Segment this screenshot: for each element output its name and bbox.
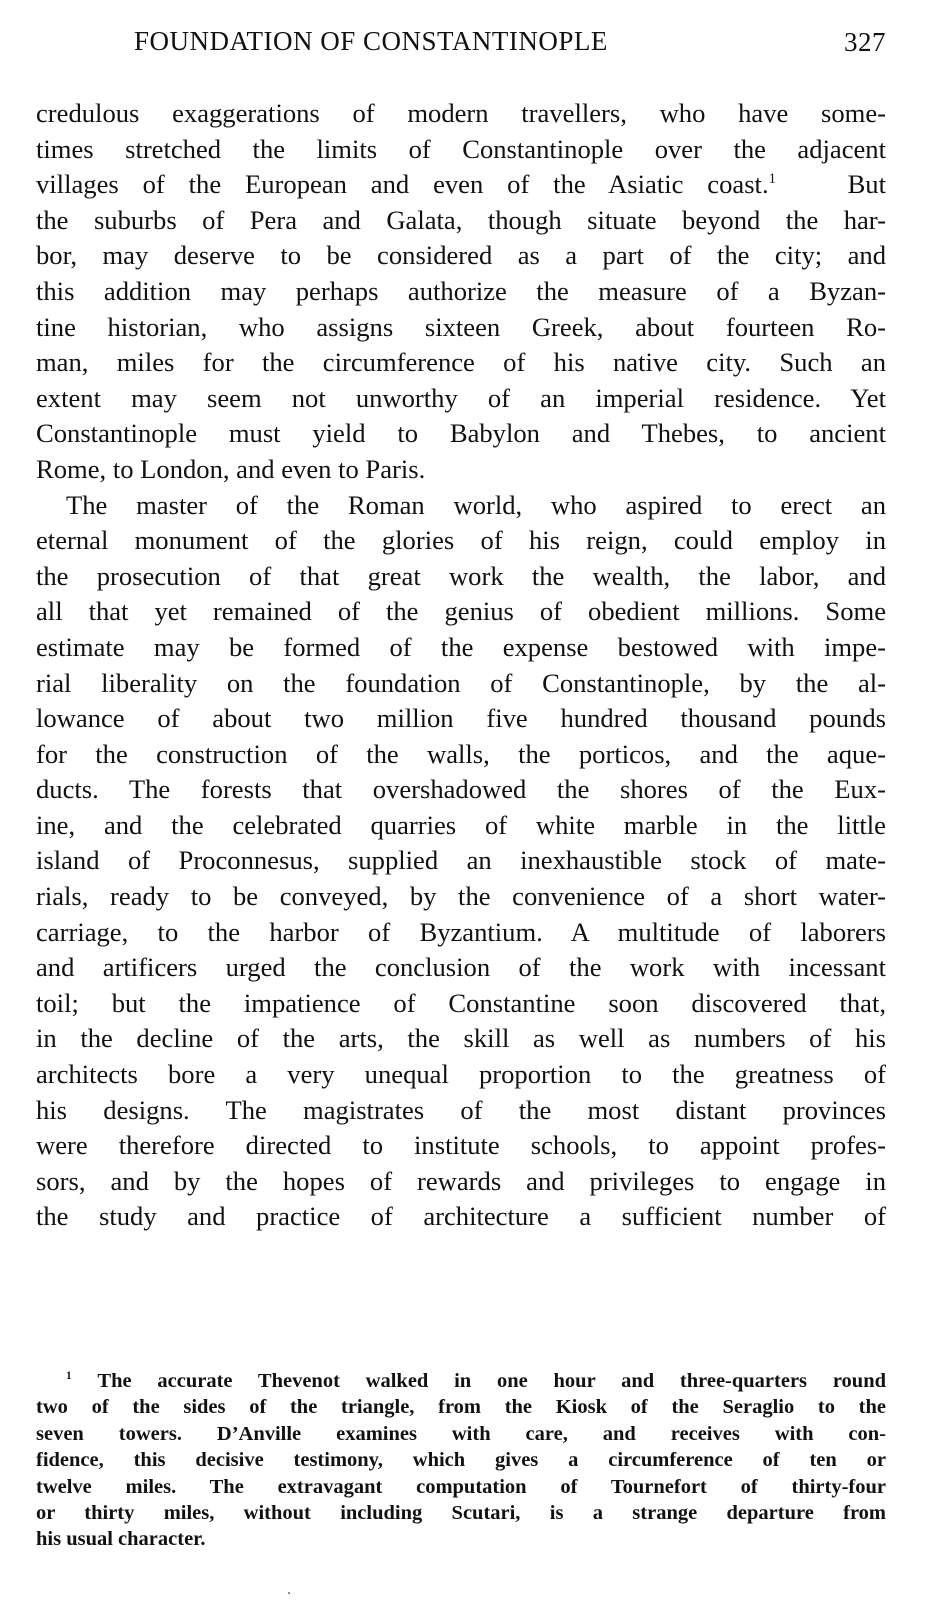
body-line: extent may seem not unworthy of an imperial residence. Yet	[36, 382, 886, 413]
body-line: credulous exaggerations of modern travellers, who have some-	[36, 98, 886, 128]
footnote-line-text: The accurate Thevenot walked in one hour and three-quarters round	[97, 1370, 886, 1392]
footnote-line: twelve miles. The extravagant computation of Tournefort of thirty-four	[36, 1475, 886, 1498]
body-line: the study and practice of architecture a sufficient number of	[36, 1201, 886, 1232]
body-line: in the decline of the arts, the skill as well as numbers of his	[36, 1023, 886, 1054]
footnote-block	[36, 1368, 886, 1553]
body-line: carriage, to the harbor of Byzantium. A multitude of laborers	[36, 916, 886, 947]
body-line: Constantinople must yield to Babylon and Thebes, to ancient	[36, 418, 886, 449]
footnote-marker: 1	[66, 1370, 72, 1383]
body-line: ine, and the celebrated quarries of white marble in the little	[36, 809, 886, 840]
body-line: for the construction of the walls, the porticos, and the aque-	[36, 738, 886, 769]
body-text	[36, 96, 886, 1235]
body-line: lowance of about two million five hundred thousand pounds	[36, 703, 886, 734]
body-line: all that yet remained of the genius of obedient millions. Some	[36, 596, 886, 627]
footnote-line: his usual character.	[36, 1528, 206, 1551]
body-line: this addition may perhaps authorize the measure of a Byzan-	[36, 275, 886, 306]
body-line: architects bore a very unequal proportion to the greatness of	[36, 1059, 886, 1090]
paragraph-start-line: The master of the Roman world, who aspired to erect an	[66, 489, 886, 520]
footnote-line: two of the sides of the triangle, from the Kiosk of the Seraglio to the	[36, 1396, 886, 1419]
body-line: man, miles for the circumference of his native city. Such an	[36, 347, 886, 378]
body-line: rials, ready to be conveyed, by the convenience of a short water-	[36, 881, 886, 912]
body-line: the suburbs of Pera and Galata, though situate beyond the har-	[36, 204, 886, 235]
print-speck	[288, 1592, 290, 1594]
footnote-line: fidence, this decisive testimony, which gives a circumference of ten or	[36, 1449, 886, 1472]
body-line: island of Proconnesus, supplied an inexhaustible stock of mate-	[36, 845, 886, 876]
body-line: rial liberality on the foundation of Constantinople, by the al-	[36, 667, 886, 698]
body-line-with-footnote-ref	[36, 167, 886, 203]
body-line: bor, may deserve to be considered as a part of the city; and	[36, 240, 886, 271]
footnote-reference[interactable]: 1	[768, 170, 776, 187]
body-line: ducts. The forests that overshadowed the shores of the Eux-	[36, 774, 886, 805]
footnote-first-line	[36, 1368, 886, 1394]
running-title: FOUNDATION OF CONSTANTINOPLE	[134, 26, 608, 56]
body-line: times stretched the limits of Constantinople over the adjacent	[36, 133, 886, 164]
body-line-text-tail: But	[847, 169, 886, 200]
body-line: were therefore directed to institute schools, to appoint profes-	[36, 1130, 886, 1161]
body-line: sors, and by the hopes of rewards and privileges to engage in	[36, 1165, 886, 1196]
running-head	[36, 26, 886, 66]
page-number: 327	[844, 27, 886, 57]
body-line: estimate may be formed of the expense bestowed with impe-	[36, 631, 886, 662]
body-line: eternal monument of the glories of his reign, could employ in	[36, 525, 886, 556]
body-line: his designs. The magistrates of the most distant provinces	[36, 1094, 886, 1125]
body-line-text: villages of the European and even of the Asiatic coast.	[36, 169, 769, 200]
body-line: toil; but the impatience of Constantine soon discovered that,	[36, 987, 886, 1018]
footnote-line: seven towers. D’Anville examines with care, and receives with con-	[36, 1422, 886, 1445]
body-line: Rome, to London, and even to Paris.	[36, 453, 426, 484]
body-line: the prosecution of that great work the wealth, the labor, and	[36, 560, 886, 591]
body-line: tine historian, who assigns sixteen Greek, about fourteen Ro-	[36, 311, 886, 342]
body-line: and artificers urged the conclusion of the work with incessant	[36, 952, 886, 983]
footnote-line: or thirty miles, without including Scutari, is a strange departure from	[36, 1501, 886, 1524]
